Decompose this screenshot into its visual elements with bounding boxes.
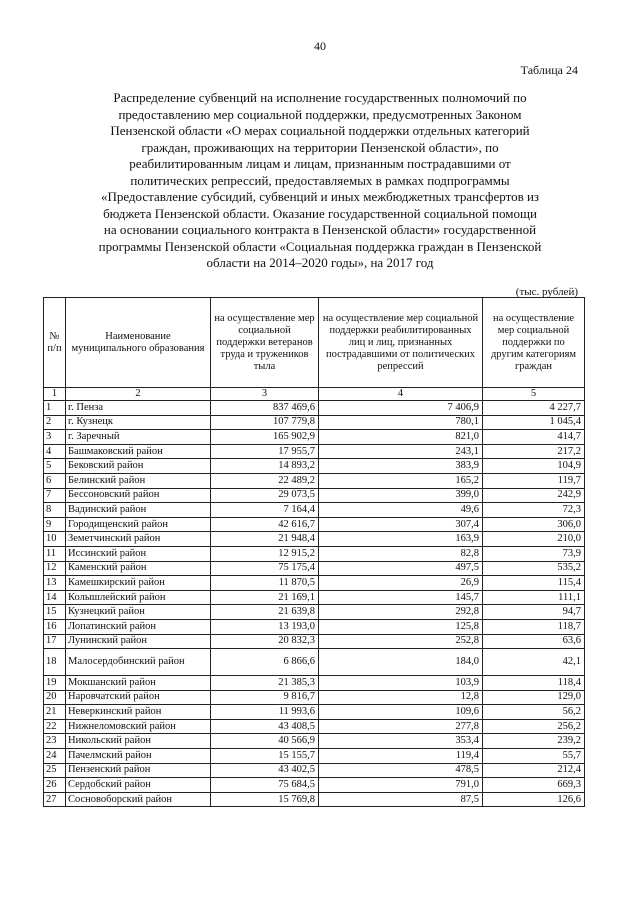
veterans-amount: 43 402,5 [211, 763, 319, 778]
title-line: области на 2014–2020 годы», на 2017 год [206, 255, 434, 270]
table-row [44, 634, 585, 649]
table-row [44, 605, 585, 620]
title-line: предоставлению мер социальной поддержки, предусмотренных Законом [118, 106, 522, 122]
page-number: 40 [314, 39, 326, 53]
row-index: 16 [44, 619, 66, 634]
municipality-name: г. Пенза [66, 401, 211, 416]
municipality-name: Колышлейский район [66, 590, 211, 605]
row-index: 17 [44, 634, 66, 649]
table-row [44, 532, 585, 547]
other-amount: 212,4 [483, 763, 585, 778]
row-index: 24 [44, 749, 66, 764]
rehabilitated-amount: 497,5 [319, 561, 483, 576]
table-row [44, 488, 585, 503]
veterans-amount: 9 816,7 [211, 690, 319, 705]
title-line: «Предоставление субсидий, субвенций и иных межбюджетных трансфертов из [100, 189, 540, 204]
row-index: 21 [44, 705, 66, 720]
municipality-name: г. Заречный [66, 430, 211, 445]
rehabilitated-amount: 7 406,9 [319, 401, 483, 416]
municipality-name: Лунинский район [66, 634, 211, 649]
veterans-amount: 21 948,4 [211, 532, 319, 547]
row-index: 15 [44, 605, 66, 620]
table-row [44, 778, 585, 793]
title-line: Пензенской области «О мерах социальной поддержки отдельных категорий [110, 123, 530, 138]
other-amount: 306,0 [483, 517, 585, 532]
rehabilitated-amount: 184,0 [319, 649, 483, 676]
column-number-row [44, 388, 585, 401]
table-row [44, 401, 585, 416]
row-index: 1 [44, 401, 66, 416]
rehabilitated-amount: 163,9 [319, 532, 483, 547]
header-veterans: на осуществление мер социальной поддержки ветеранов труда и тружеников тыла [211, 298, 319, 388]
title-line: на основании социального контракта в Пензенской области» государственной [103, 222, 537, 237]
table-row [44, 690, 585, 705]
other-amount: 63,6 [483, 634, 585, 649]
rehabilitated-amount: 399,0 [319, 488, 483, 503]
row-index: 4 [44, 444, 66, 459]
title-line: граждан, проживающих на территории Пензенской области», по [141, 139, 499, 155]
other-amount: 256,2 [483, 719, 585, 734]
veterans-amount: 29 073,5 [211, 488, 319, 503]
municipality-name: Никольский район [66, 734, 211, 749]
row-index: 22 [44, 719, 66, 734]
other-amount: 414,7 [483, 430, 585, 445]
other-amount: 111,1 [483, 590, 585, 605]
rehabilitated-amount: 125,8 [319, 619, 483, 634]
table-row [44, 749, 585, 764]
municipality-name: Бессоновский район [66, 488, 211, 503]
other-amount: 73,9 [483, 546, 585, 561]
table-row [44, 619, 585, 634]
rehabilitated-amount: 353,4 [319, 734, 483, 749]
other-amount: 119,7 [483, 473, 585, 488]
other-amount: 94,7 [483, 605, 585, 620]
title-line: Распределение субвенций на исполнение государственных полномочий по [113, 90, 527, 105]
table-label: Таблица 24 [520, 63, 578, 77]
table-row [44, 649, 585, 676]
row-index: 18 [44, 649, 66, 676]
table-row [44, 734, 585, 749]
row-index: 10 [44, 532, 66, 547]
other-amount: 535,2 [483, 561, 585, 576]
municipality-name: Пензенский район [66, 763, 211, 778]
municipality-name: Иссинский район [66, 546, 211, 561]
column-number: 1 [44, 388, 66, 401]
table-title [70, 90, 570, 272]
table-row [44, 676, 585, 691]
rehabilitated-amount: 478,5 [319, 763, 483, 778]
row-index: 27 [44, 792, 66, 807]
veterans-amount: 12 915,2 [211, 546, 319, 561]
other-amount: 118,4 [483, 676, 585, 691]
municipality-name: г. Кузнецк [66, 415, 211, 430]
municipality-name: Мокшанский район [66, 676, 211, 691]
other-amount: 239,2 [483, 734, 585, 749]
table-row [44, 705, 585, 720]
municipality-name: Малосердобинский район [66, 649, 211, 676]
veterans-amount: 21 639,8 [211, 605, 319, 620]
municipality-name: Городищенский район [66, 517, 211, 532]
table-row [44, 590, 585, 605]
veterans-amount: 17 955,7 [211, 444, 319, 459]
other-amount: 55,7 [483, 749, 585, 764]
other-amount: 217,2 [483, 444, 585, 459]
title-line: программы Пензенской области «Социальная поддержка граждан в Пензенской [98, 238, 542, 254]
veterans-amount: 11 870,5 [211, 576, 319, 591]
header-row [44, 298, 585, 388]
rehabilitated-amount: 26,9 [319, 576, 483, 591]
municipality-name: Камешкирский район [66, 576, 211, 591]
veterans-amount: 13 193,0 [211, 619, 319, 634]
rehabilitated-amount: 103,9 [319, 676, 483, 691]
other-amount: 42,1 [483, 649, 585, 676]
veterans-amount: 43 408,5 [211, 719, 319, 734]
row-index: 14 [44, 590, 66, 605]
header-municipality: Наименование муниципального образования [66, 298, 211, 388]
municipality-name: Неверкинский район [66, 705, 211, 720]
veterans-amount: 837 469,6 [211, 401, 319, 416]
rehabilitated-amount: 87,5 [319, 792, 483, 807]
rehabilitated-amount: 119,4 [319, 749, 483, 764]
other-amount: 126,6 [483, 792, 585, 807]
municipality-name: Пачелмский район [66, 749, 211, 764]
row-index: 2 [44, 415, 66, 430]
table-row [44, 546, 585, 561]
veterans-amount: 15 155,7 [211, 749, 319, 764]
table-row [44, 430, 585, 445]
table-row [44, 415, 585, 430]
row-index: 25 [44, 763, 66, 778]
subvention-table [43, 297, 585, 807]
veterans-amount: 7 164,4 [211, 503, 319, 518]
rehabilitated-amount: 145,7 [319, 590, 483, 605]
rehabilitated-amount: 821,0 [319, 430, 483, 445]
rehabilitated-amount: 165,2 [319, 473, 483, 488]
units-label: (тыс. рублей) [515, 286, 578, 298]
veterans-amount: 14 893,2 [211, 459, 319, 474]
row-index: 11 [44, 546, 66, 561]
other-amount: 56,2 [483, 705, 585, 720]
other-amount: 1 045,4 [483, 415, 585, 430]
header-index: № п/п [44, 298, 66, 388]
veterans-amount: 11 993,6 [211, 705, 319, 720]
municipality-name: Лопатинский район [66, 619, 211, 634]
row-index: 19 [44, 676, 66, 691]
title-line: политических репрессий, предоставляемых в рамках подпрограммы [130, 172, 510, 188]
row-index: 26 [44, 778, 66, 793]
row-index: 5 [44, 459, 66, 474]
rehabilitated-amount: 252,8 [319, 634, 483, 649]
rehabilitated-amount: 292,8 [319, 605, 483, 620]
row-index: 20 [44, 690, 66, 705]
row-index: 7 [44, 488, 66, 503]
header-rehabilitated: на осуществление мер социальной поддержки реабилитированных лиц и лиц, признанных пострадавшими от политических репрессий [319, 298, 483, 388]
other-amount: 115,4 [483, 576, 585, 591]
column-number: 3 [211, 388, 319, 401]
municipality-name: Кузнецкий район [66, 605, 211, 620]
veterans-amount: 6 866,6 [211, 649, 319, 676]
rehabilitated-amount: 277,8 [319, 719, 483, 734]
rehabilitated-amount: 791,0 [319, 778, 483, 793]
row-index: 13 [44, 576, 66, 591]
rehabilitated-amount: 49,6 [319, 503, 483, 518]
table-row [44, 503, 585, 518]
rehabilitated-amount: 307,4 [319, 517, 483, 532]
rehabilitated-amount: 12,8 [319, 690, 483, 705]
row-index: 8 [44, 503, 66, 518]
veterans-amount: 21 385,3 [211, 676, 319, 691]
veterans-amount: 107 779,8 [211, 415, 319, 430]
veterans-amount: 42 616,7 [211, 517, 319, 532]
table-row [44, 792, 585, 807]
other-amount: 104,9 [483, 459, 585, 474]
rehabilitated-amount: 780,1 [319, 415, 483, 430]
veterans-amount: 20 832,3 [211, 634, 319, 649]
rehabilitated-amount: 82,8 [319, 546, 483, 561]
rehabilitated-amount: 109,6 [319, 705, 483, 720]
table-body [44, 401, 585, 807]
table-row [44, 517, 585, 532]
table-row [44, 444, 585, 459]
veterans-amount: 165 902,9 [211, 430, 319, 445]
column-number: 4 [319, 388, 483, 401]
municipality-name: Земетчинский район [66, 532, 211, 547]
rehabilitated-amount: 383,9 [319, 459, 483, 474]
other-amount: 669,3 [483, 778, 585, 793]
veterans-amount: 22 489,2 [211, 473, 319, 488]
row-index: 6 [44, 473, 66, 488]
table-row [44, 763, 585, 778]
table-row [44, 576, 585, 591]
veterans-amount: 21 169,1 [211, 590, 319, 605]
municipality-name: Наровчатский район [66, 690, 211, 705]
municipality-name: Вадинский район [66, 503, 211, 518]
municipality-name: Сердобский район [66, 778, 211, 793]
column-number: 5 [483, 388, 585, 401]
row-index: 12 [44, 561, 66, 576]
row-index: 23 [44, 734, 66, 749]
other-amount: 72,3 [483, 503, 585, 518]
municipality-name: Башмаковский район [66, 444, 211, 459]
veterans-amount: 75 684,5 [211, 778, 319, 793]
veterans-amount: 75 175,4 [211, 561, 319, 576]
other-amount: 129,0 [483, 690, 585, 705]
municipality-name: Нижнеломовский район [66, 719, 211, 734]
table-row [44, 459, 585, 474]
row-index: 3 [44, 430, 66, 445]
row-index: 9 [44, 517, 66, 532]
veterans-amount: 15 769,8 [211, 792, 319, 807]
municipality-name: Каменский район [66, 561, 211, 576]
header-other-categories: на осуществление мер социальной поддержки по другим категориям граждан [483, 298, 585, 388]
municipality-name: Сосновоборский район [66, 792, 211, 807]
other-amount: 210,0 [483, 532, 585, 547]
table-row [44, 561, 585, 576]
veterans-amount: 40 566,9 [211, 734, 319, 749]
table-row [44, 719, 585, 734]
other-amount: 118,7 [483, 619, 585, 634]
title-line: реабилитированным лицам и лицам, признанным пострадавшими от [129, 156, 511, 171]
title-line: бюджета Пензенской области. Оказание государственной социальной помощи [103, 205, 537, 221]
rehabilitated-amount: 243,1 [319, 444, 483, 459]
table-row [44, 473, 585, 488]
column-number: 2 [66, 388, 211, 401]
other-amount: 242,9 [483, 488, 585, 503]
municipality-name: Бековский район [66, 459, 211, 474]
municipality-name: Белинский район [66, 473, 211, 488]
other-amount: 4 227,7 [483, 401, 585, 416]
